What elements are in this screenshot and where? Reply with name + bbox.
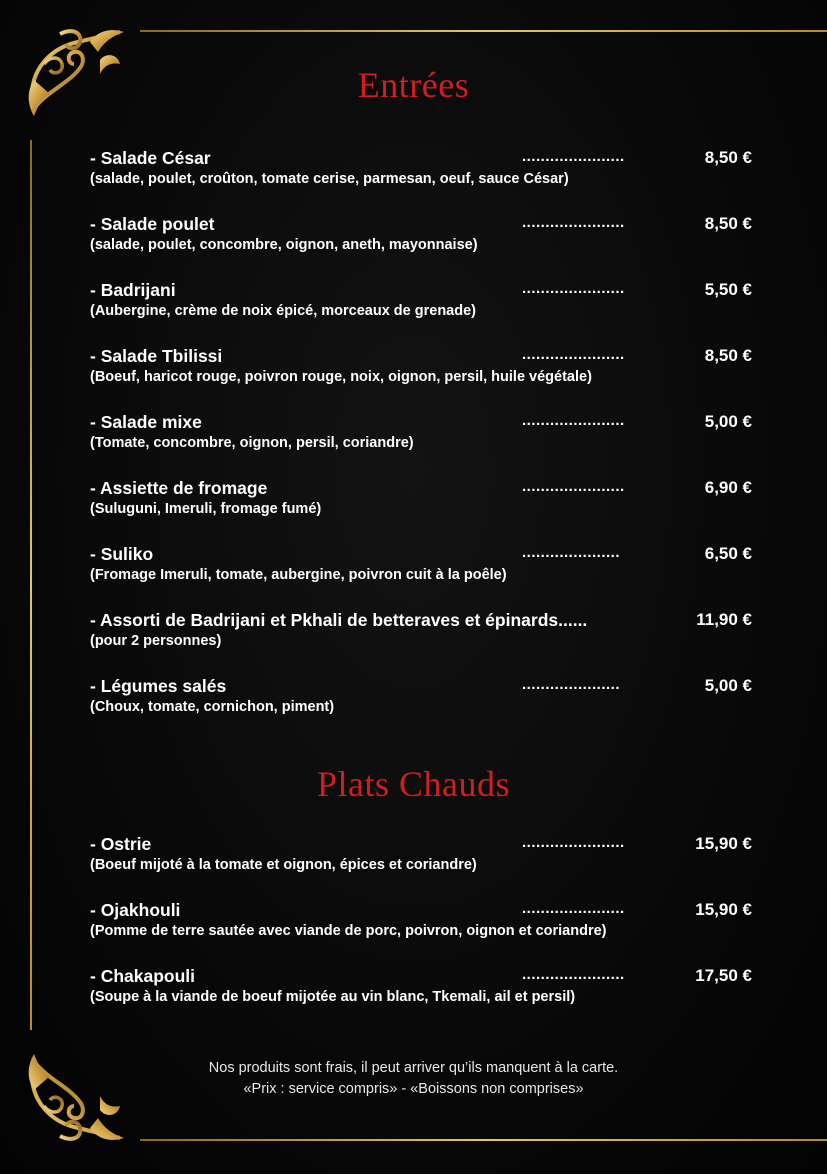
menu-item-price: 17,50 € (695, 966, 752, 985)
footer-note-prices: «Prix : service compris» - «Boissons non comprises» (243, 1081, 584, 1097)
menu-item-description: (salade, poulet, concombre, oignon, aneth, mayonnaise) (90, 237, 478, 253)
menu-item-dots: ...................... (522, 346, 625, 363)
menu-item-name: - Assorti de Badrijani et Pkhali de betteraves et épinards...... (90, 610, 588, 630)
menu-item-name: - Badrijani (90, 280, 176, 300)
menu-item-name: - Chakapouli (90, 966, 196, 986)
menu-item-price: 6,50 € (704, 544, 752, 563)
menu-item-dots: ...................... (522, 280, 625, 297)
menu-item (90, 900, 760, 950)
menu-item-dots: ..................... (522, 544, 621, 561)
menu-item-price: 8,50 € (704, 214, 752, 233)
menu-item-name: - Salade Tbilissi (90, 346, 223, 366)
menu-item-name: - Ostrie (90, 834, 152, 854)
menu-item-dots: ...................... (522, 148, 625, 165)
menu-item-price: 15,90 € (695, 834, 752, 853)
menu-item (90, 214, 760, 264)
menu-item-name: - Salade poulet (90, 214, 215, 234)
footer-note-freshness: Nos produits sont frais, il peut arriver qu’ils manquent à la carte. (208, 1060, 619, 1076)
bottom-gold-rule (140, 1139, 827, 1141)
menu-item-name: - Assiette de fromage (90, 478, 268, 498)
menu-item (90, 966, 760, 1016)
menu-item-name: - Salade César (90, 148, 211, 168)
menu-item-price: 5,00 € (704, 412, 752, 431)
menu-item-dots: ...................... (522, 900, 625, 917)
menu-item-description: (Boeuf, haricot rouge, poivron rouge, noix, oignon, persil, huile végétale) (90, 369, 592, 385)
menu-item (90, 280, 760, 330)
menu-item (90, 676, 760, 726)
menu-item-dots: ...................... (522, 412, 625, 429)
menu-item-dots: ..................... (522, 676, 621, 693)
menu-item-description: (Choux, tomate, cornichon, piment) (90, 699, 335, 715)
menu-item-price: 5,00 € (704, 676, 752, 695)
menu-item-price: 5,50 € (704, 280, 752, 299)
menu-item-price: 11,90 € (696, 610, 752, 629)
menu-item-description: (Suluguni, Imeruli, fromage fumé) (90, 501, 322, 517)
section-title-plats-chauds: Plats Chauds (316, 764, 510, 804)
section-title-entrees: Entrées (357, 65, 470, 105)
menu-item-price: 8,50 € (704, 346, 752, 365)
menu-item (90, 412, 760, 462)
menu-item-name: - Légumes salés (90, 676, 227, 696)
top-gold-rule (140, 30, 827, 32)
menu-item-description: (Boeuf mijoté à la tomate et oignon, épices et coriandre) (90, 857, 477, 873)
menu-item-description: (pour 2 personnes) (90, 633, 222, 649)
menu-item-price: 15,90 € (695, 900, 752, 919)
menu-item-name: - Suliko (90, 544, 154, 564)
menu-item-dots: ...................... (522, 966, 625, 983)
left-gold-rule (30, 140, 32, 1030)
menu-item (90, 610, 760, 660)
menu-item-name: - Salade mixe (90, 412, 202, 432)
menu-item-description: (Soupe à la viande de boeuf mijotée au vin blanc, Tkemali, ail et persil) (90, 989, 576, 1005)
menu-item-description: (salade, poulet, croûton, tomate cerise, parmesan, oeuf, sauce César) (90, 171, 569, 187)
menu-item-description: (Aubergine, crème de noix épicé, morceaux de grenade) (90, 303, 476, 319)
menu-item-description: (Tomate, concombre, oignon, persil, coriandre) (90, 435, 414, 451)
menu-item-dots: ...................... (522, 478, 625, 495)
menu-item-description: (Fromage Imeruli, tomate, aubergine, poivron cuit à la poêle) (90, 567, 507, 583)
menu-item-dots: ...................... (522, 214, 625, 231)
menu-item (90, 544, 760, 594)
menu-item-description: (Pomme de terre sautée avec viande de porc, poivron, oignon et coriandre) (90, 923, 607, 939)
menu-item-name: - Ojakhouli (90, 900, 181, 920)
menu-item-price: 6,90 € (704, 478, 752, 497)
menu-item-dots: ...................... (522, 834, 625, 851)
menu-item (90, 478, 760, 528)
menu-item (90, 346, 760, 396)
menu-item-price: 8,50 € (704, 148, 752, 167)
menu-item (90, 148, 760, 198)
menu-item (90, 834, 760, 884)
